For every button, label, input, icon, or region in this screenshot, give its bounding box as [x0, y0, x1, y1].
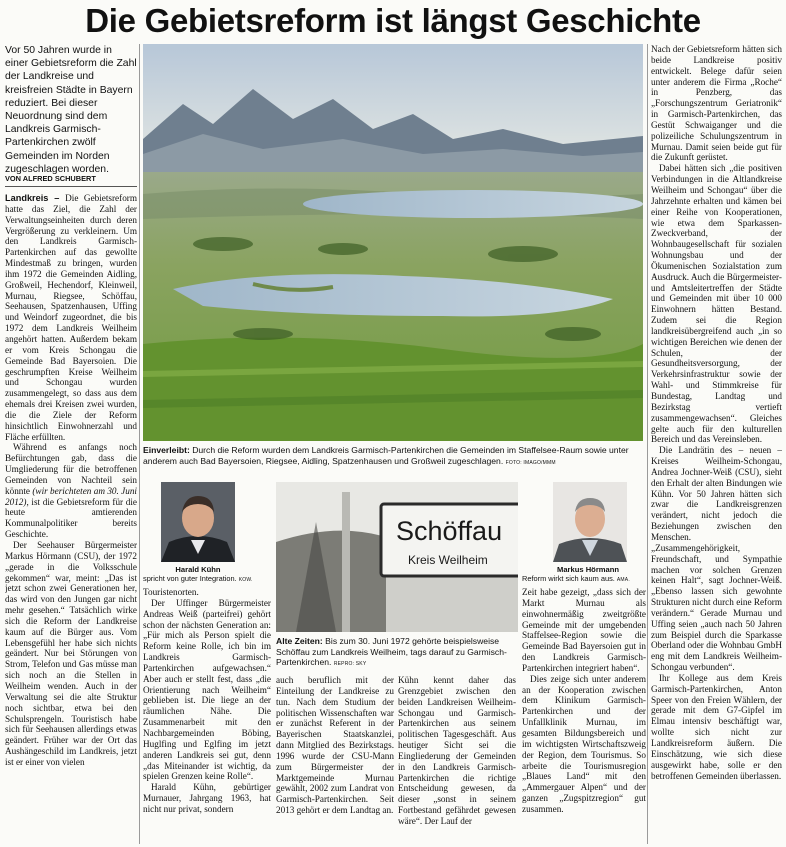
- text-column-6: [651, 44, 782, 844]
- text-column-2: [143, 587, 271, 843]
- portrait-name-hoermann: Markus Hörmann: [557, 565, 620, 574]
- text-column-4: [398, 675, 516, 843]
- paragraph: Der Seehauser Bürgermeister Markus Hörmann (CSU), der 1972 „gerade in die Volksschule gekommen“ war, meint: „Das ist jetzt schon zwei Generationen her, das wird von den Jungen gar nicht mehr gesehen.“ Tatsächlich wirke sich die Reform der Landkreise kaum auf die Bürger aus. Vom Lebensgefühl her habe sich nichts geändert. Nur bei Störungen von Strom, Telefon und Gas müsse man sich noch an die Stellen in Weilheim wenden. Auch in der Verwaltung sei die alte Struktur noch sichtbar, etwa bei den Schulsprengeln. Touristisch habe sich für Seehausen allerdings etwas geändert. Früher war der Ort das Aushängeschild im Landkreis, jetzt ist er einer von vielen: [5, 540, 137, 767]
- portrait-quote-kuehn: spricht von guter Integration. KOW.: [143, 574, 253, 583]
- paragraph: Der Uffinger Bürgermeister Andreas Weiß (parteifrei) gehört schon der nächsten Generation an: „Für mich als Person spielt die Reform keine Rolle, ich bin im Landkreis Garmisch-Partenkirchen aufgewachsen.“ Aber auch er stellt fest, dass „die Orientierung nach Weilheim“ geblieben ist. Die liege an der räumlichen Nähe. Die Zusammenarbeit mit den Nachbargemeinden Böbing, Huglfing und Eglfing im jetzt anderen Landkreis sei gut, denn „das Miteinander ist wichtig, da spielen Grenzen keine Rolle“.: [143, 597, 271, 782]
- sign-photo-schoeffau: [276, 482, 518, 632]
- portrait-harald-kuehn: [161, 482, 235, 562]
- column-divider: [647, 44, 648, 844]
- text-column-1: [5, 193, 137, 843]
- photo-credit: REPRO: SKY: [333, 661, 367, 668]
- main-photo-landscape: [143, 44, 643, 441]
- paragraph: Zeit habe gezeigt, „dass sich der Markt Murnau als einwohnermäßig zweitgrößte Gemeinde mit der umgebenden Staffelsee-Region sowie die Gemeinde Bad Bayersoien gut in den Landkreis Garmisch-Partenkirchen integriert haben“.: [522, 587, 646, 673]
- paragraph: auch beruflich mit der Einteilung der Landkreise zu tun. Nach dem Studium der politischen Wissenschaften war er zunächst Referent in der Bayerischen Staatskanzlei, dann Mitglied des Bezirkstags. 1996 wurde der CSU-Mann zum Bürgermeister der Marktgemeinde Murnau gewählt, 2002 zum Landrat von Garmisch-Partenkirchen. Seit 2013 gehört er dem Landtag an.: [276, 675, 394, 816]
- article-headline: Die Gebietsreform ist längst Geschichte: [85, 2, 701, 39]
- main-photo-caption: Einverleibt: Durch die Reform wurden dem Landkreis Garmisch-Partenkirchen die Gemeinden im Staffelsee-Raum sowie unter anderem auch Bad Bayersoien, Riegsee, Aidling, Spatzenhausen und Großweil zugeschlagen. FOTO: IMAGO/MMM: [143, 445, 629, 466]
- paragraph: Ihr Kollege aus dem Kreis Garmisch-Partenkirchen, Anton Speer von den Freien Wählern, der gerade mit dem G7-Gipfel im Elmau intensiv beschäftigt war, wollte sich nicht zur Landkreisreform äußern. Die Einschätzung, wie sich diese ausgewirkt habe, solle er den betroffenen Gemeinden überlassen.: [651, 672, 782, 781]
- sign-text-town: Schöffau: [396, 516, 503, 546]
- article-teaser: Vor 50 Jahren wurde in einer Gebietsreform die Zahl der Landkreise und kreisfreien Städte in Bayern reduziert. Bei dieser Neuordnung sind dem Landkreis Garmisch-Partenkirchen zwölf Gemeinden im Norden zugeschlagen worden.: [5, 45, 137, 175]
- portrait-quote-hoermann: Reform wirkt sich kaum aus. AMA.: [522, 574, 630, 583]
- aerial-landscape-image: [143, 44, 643, 441]
- paragraph: Harald Kühn, gebürtiger Murnauer, Jahrgang 1963, hat nicht nur privat, sondern: [143, 782, 271, 814]
- paragraph: Dies zeige sich unter anderem an der Kooperation zwischen dem Klinikum Garmisch-Partenkirchen und der Unfallklinik Murnau, im gesamten Bildungsbereich und im wichtigsten Wirtschaftszweig der Region, dem Tourismus. So arbeite die Tourismusregion „Blaues Land“ mit den „Ammergauer Alpen“ und der ganzen „Zugspitzregion“ gut zusammen.: [522, 673, 646, 814]
- article-byline: VON ALFRED SCHUBERT: [5, 174, 137, 187]
- paragraph: Während es anfangs noch Befürchtungen gab, dass die Umgliederung für die betroffenen Gemeinden von Nachteil sein könnte (wir berichteten am 30. Juni 2012), ist die Gebietsreform für die heute amtierenden Kommunalpolitiker bereits Geschichte.: [5, 442, 137, 540]
- column-divider: [139, 44, 140, 844]
- paragraph: Kühn kennt daher das Grenzgebiet zwischen den beiden Landkreisen Weilheim-Schongau und Garmisch-Partenkirchen aus seinem politischen Tagesgeschäft. Aus heutiger Sicht sei die Eingliederung der Gemeinden in den Landkreis Garmisch-Partenkirchen die richtige Entscheidung gewesen, da dieser „sonst in seinem Fortbestand gefährdet gewesen wäre“. Der Lauf der: [398, 675, 516, 826]
- photo-credit: FOTO: IMAGO/MMM: [505, 459, 556, 466]
- paragraph: Touristenorten.: [143, 587, 199, 597]
- paragraph: Dabei hätten sich „die positiven Verbindungen in die Altlandkreise Weilheim und Schongau“ über die Jahrzehnte erhalten und kämen bei einer Reihe von Kooperationen, wie etwa dem Sparkassen-Zweckverband, der Wohnbaugesellschaft für sozialen Wohnungsbau und der Ökumenischen Sozialstation zum Ausdruck. Auch die Bürgermeister- und Amtsleitertreffen der Städte und Gemeinden mit über 10 000 Einwohnern hätten Bestand. Zudem sei die Region landkreisübergreifend auch „in so wichtigen Bereichen wie denen der Schulen, der Gesundheitsversorgung, der Verkehrsinfrastruktur sowie der Wahl- und Stimmkreise für Bundestag, Landtag und Bezirkstag vertieft zusammengewachsen“. Gleiches gelte auch für den kulturellen Bereich und das Vereinsleben.: [651, 163, 782, 445]
- paragraph: Landkreis – Die Gebietsreform hatte das Ziel, die Zahl der Verwaltungseinheiten durch deren Vergrößerung zu verkleinern. Um den Landkreis Garmisch-Partenkirchen auf das gewollte Mindestmaß zu bringen, wurden ihm 1972 die Gemeinden Aidling, Großweil, Hechendorf, Kleinweil, Murnau, Riegsee, Schöffau, Seehausen, Spatzenhausen, Uffing und Weindorf zugeordnet, die bis 1972 dem Landkreis Weilheim angehört hatten. Außerdem bekam er vom Kreis Schongau die Gemeinde Bad Bayersoien. Die geschrumpften Kreise Weilheim und Schongau wurden zusammengelegt, so dass aus dem ehemals drei Kreisen zwei wurden, die die Ziele der Reform hinsichtlich Einwohnerzahl und Fläche erfüllten.: [5, 193, 137, 442]
- sign-photo-caption: Alte Zeiten: Bis zum 30. Juni 1972 gehörte beispielsweise Schöffau zum Landkreis Weilheim, tags darauf zu Garmisch-Partenkirchen. REPRO: SKY: [276, 636, 507, 668]
- paragraph: Die Landrätin des – neuen – Kreises Weilheim-Schongau, Andrea Jochner-Weiß (CSU), sieht den Erhalt der alten Bindungen wie Kühn. Vor 50 Jahren hätten sich zwar die Landkreisgrenzen verändert, nicht jedoch die Beziehungen zwischen den Menschen. „Zusammengehörigkeit, Freundschaft, und Sympathie machen vor solchen Grenzen keinen Halt“, sagt Jochner-Weiß. „Ebenso lassen sich gewohnte Strukturen nicht durch eine Reform verändern.“ Gerade Murnau und Uffing seien „auch nach 50 Jahren zum Beispiel durch die Sparkasse Oberland oder die Wohnbau GmbH eng mit dem Landkreis Weilheim-Schongau verbunden“.: [651, 445, 782, 673]
- dateline: Landkreis –: [5, 193, 66, 203]
- text-column-3: [276, 675, 394, 843]
- sign-text-district: Kreis Weilheim: [408, 553, 488, 567]
- portrait-name-kuehn: Harald Kühn: [175, 565, 221, 574]
- text-column-5: [522, 587, 646, 843]
- portrait-markus-hoermann: [553, 482, 627, 562]
- paragraph: Nach der Gebietsreform hätten sich beide Landkreise positiv entwickelt. Belege dafür seien unter anderem die Firma „Roche“ in Penzberg, das „Forschungszentrum Geriatronik“ in Garmisch-Partenkirchen, das Gestüt Schwaiganger und die polizeiliche Schulungszentrum in Murnau. Damit seien beide gut für die Zukunft gerüstet.: [651, 44, 782, 163]
